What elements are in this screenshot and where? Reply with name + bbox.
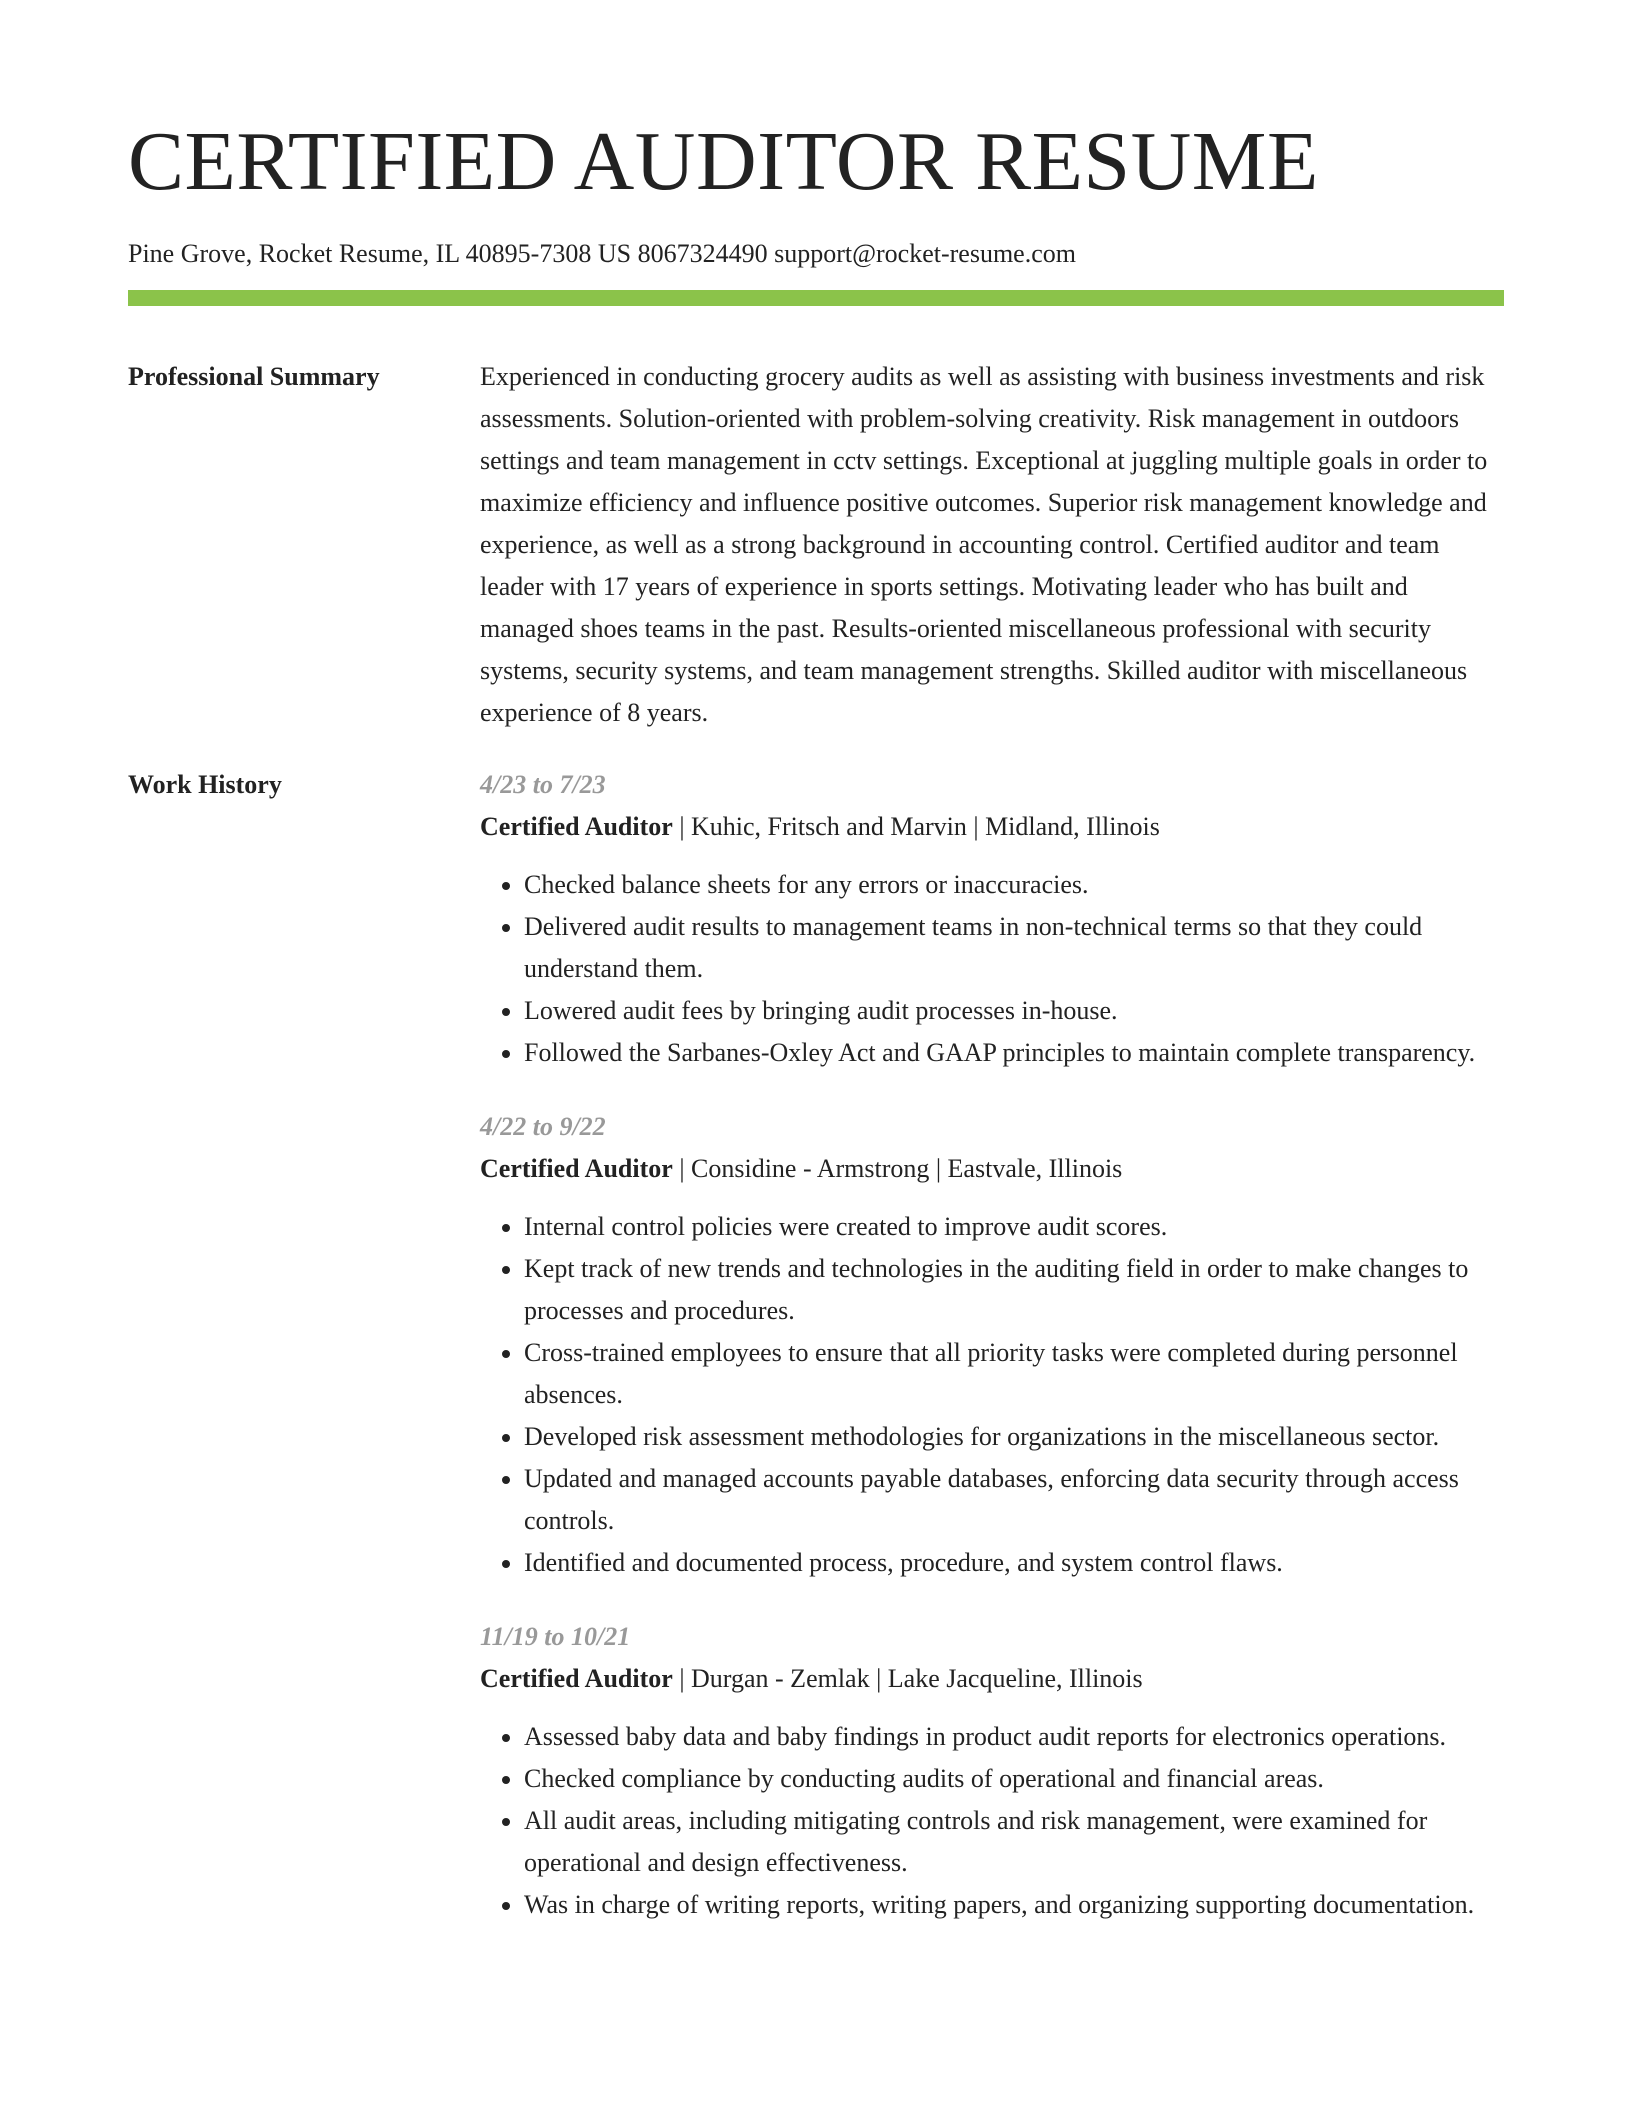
contact-info: Pine Grove, Rocket Resume, IL 40895-7308 US 8067324490 support@rocket-resume.com	[128, 239, 1076, 268]
job-bullet: • Cross-trained employees to ensure that all priority tasks were completed during personnel absences.	[524, 1332, 1504, 1416]
section-label-summary: Professional Summary	[128, 362, 380, 392]
job-heading	[480, 1148, 1504, 1190]
job-bullet: • Internal control policies were created to improve audit scores.	[524, 1206, 1504, 1248]
job-bullet: • Followed the Sarbanes-Oxley Act and GAAP principles to maintain complete transparency.	[524, 1032, 1504, 1074]
job-bullets	[480, 1716, 1504, 1926]
job-bullets	[480, 1206, 1504, 1584]
job-bullet: • Delivered audit results to management teams in non-technical terms so that they could understand them.	[524, 906, 1504, 990]
job-entry	[480, 1106, 1504, 1584]
job-bullet: • Kept track of new trends and technologies in the auditing field in order to make changes to processes and procedures.	[524, 1248, 1504, 1332]
job-bullet: • Developed risk assessment methodologies for organizations in the miscellaneous sector.	[524, 1416, 1504, 1458]
job-dates: 11/19 to 10/21	[480, 1622, 631, 1652]
job-bullet: • Checked compliance by conducting audits of operational and financial areas.	[524, 1758, 1504, 1800]
job-entry	[480, 764, 1504, 1074]
job-bullets	[480, 864, 1504, 1074]
section-label-work-history: Work History	[128, 770, 282, 800]
job-bullet: • Identified and documented process, procedure, and system control flaws.	[524, 1542, 1504, 1584]
job-title: Certified Auditor	[480, 1154, 673, 1184]
work-history-section	[128, 764, 1504, 1958]
job-bullet: • Updated and managed accounts payable databases, enforcing data security through access controls.	[524, 1458, 1504, 1542]
job-bullet: • Checked balance sheets for any errors or inaccuracies.	[524, 864, 1504, 906]
work-history-list	[480, 764, 1504, 1958]
job-bullet: • Assessed baby data and baby findings in product audit reports for electronics operations.	[524, 1716, 1504, 1758]
job-dates: 4/22 to 9/22	[480, 1112, 606, 1142]
resume-page	[128, 115, 1504, 1958]
job-title: Certified Auditor	[480, 812, 673, 842]
resume-title: CERTIFIED AUDITOR RESUME	[128, 115, 1319, 208]
job-bullet: • Lowered audit fees by bringing audit processes in-house.	[524, 990, 1504, 1032]
summary-text: Experienced in conducting grocery audits as well as assisting with business investments and risk assessments. Solution-oriented with problem-solving creativity. Risk management in outdoors settings and team management in cctv settings. Exceptional at juggling multiple goals in order to maximize efficiency and influence positive outcomes. Superior risk management knowledge and experience, as well as a strong background in accounting control. Certified auditor and team leader with 17 years of experience in sports settings. Motivating leader who has built and managed shoes teams in the past. Results-oriented miscellaneous professional with security systems, security systems, and team management strengths. Skilled auditor with miscellaneous experience of 8 years.	[480, 362, 1488, 728]
job-entry	[480, 1616, 1504, 1926]
job-dates: 4/23 to 7/23	[480, 770, 606, 800]
job-heading	[480, 806, 1504, 848]
job-company-location: | Kuhic, Fritsch and Marvin | Midland, Illinois	[672, 812, 1160, 842]
job-bullet: • Was in charge of writing reports, writing papers, and organizing supporting documentation.	[524, 1884, 1504, 1926]
header-divider	[128, 290, 1504, 306]
job-title: Certified Auditor	[480, 1664, 673, 1694]
job-bullet: • All audit areas, including mitigating controls and risk management, were examined for operational and design effectiveness.	[524, 1800, 1504, 1884]
professional-summary-section	[128, 356, 1504, 734]
job-company-location: | Considine - Armstrong | Eastvale, Illinois	[672, 1154, 1123, 1184]
job-company-location: | Durgan - Zemlak | Lake Jacqueline, Illinois	[672, 1664, 1143, 1694]
job-heading	[480, 1658, 1504, 1700]
